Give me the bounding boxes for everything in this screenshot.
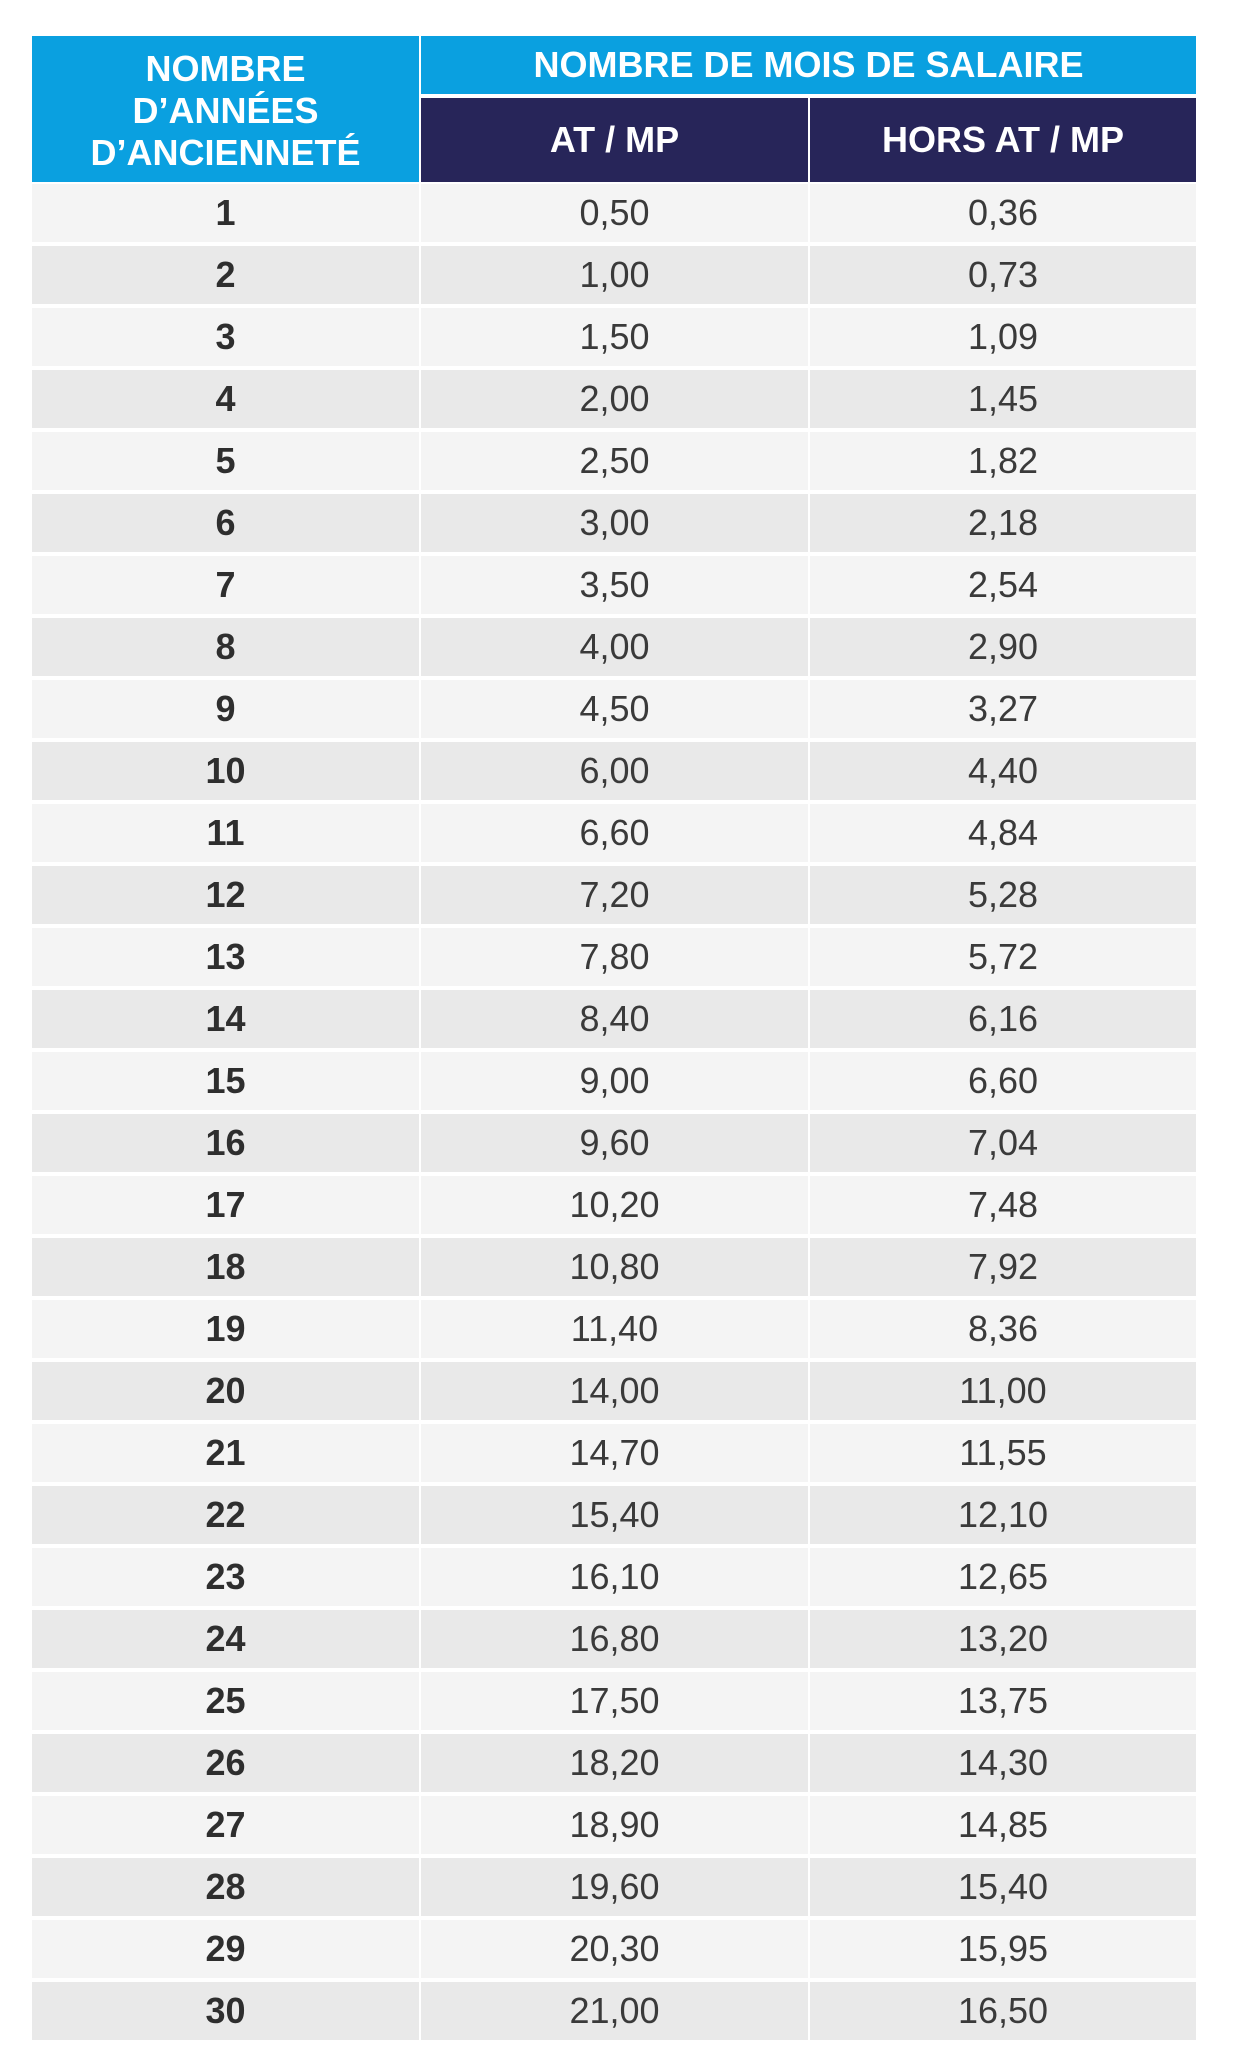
at-mp-cell: 20,30 xyxy=(421,1920,808,1978)
table-row xyxy=(32,556,1196,614)
at-mp-cell: 16,80 xyxy=(421,1610,808,1668)
table-row xyxy=(32,370,1196,428)
column-header-hors-at-mp: HORS AT / MP xyxy=(810,98,1196,182)
table-row xyxy=(32,432,1196,490)
years-cell: 18 xyxy=(32,1238,419,1296)
hors-at-mp-cell: 0,73 xyxy=(810,246,1196,304)
table-row xyxy=(32,742,1196,800)
hors-at-mp-cell: 3,27 xyxy=(810,680,1196,738)
at-mp-cell: 11,40 xyxy=(421,1300,808,1358)
table-row xyxy=(32,1238,1196,1296)
table-row xyxy=(32,1548,1196,1606)
table-row xyxy=(32,1176,1196,1234)
table-row xyxy=(32,618,1196,676)
hors-at-mp-cell: 6,16 xyxy=(810,990,1196,1048)
at-mp-cell: 7,80 xyxy=(421,928,808,986)
hors-at-mp-cell: 1,45 xyxy=(810,370,1196,428)
hors-at-mp-cell: 14,30 xyxy=(810,1734,1196,1792)
table-row xyxy=(32,1920,1196,1978)
table-row xyxy=(32,1734,1196,1792)
years-cell: 28 xyxy=(32,1858,419,1916)
hors-at-mp-cell: 15,95 xyxy=(810,1920,1196,1978)
hors-at-mp-cell: 7,92 xyxy=(810,1238,1196,1296)
at-mp-cell: 17,50 xyxy=(421,1672,808,1730)
table-row xyxy=(32,184,1196,242)
years-cell: 8 xyxy=(32,618,419,676)
hors-at-mp-cell: 6,60 xyxy=(810,1052,1196,1110)
years-cell: 10 xyxy=(32,742,419,800)
at-mp-cell: 7,20 xyxy=(421,866,808,924)
hors-at-mp-cell: 4,40 xyxy=(810,742,1196,800)
hors-at-mp-cell: 1,82 xyxy=(810,432,1196,490)
hors-at-mp-cell: 0,36 xyxy=(810,184,1196,242)
table-row xyxy=(32,1610,1196,1668)
at-mp-cell: 9,00 xyxy=(421,1052,808,1110)
table-row xyxy=(32,1672,1196,1730)
years-cell: 27 xyxy=(32,1796,419,1854)
table-row xyxy=(32,804,1196,862)
at-mp-cell: 1,50 xyxy=(421,308,808,366)
table-row xyxy=(32,990,1196,1048)
years-cell: 30 xyxy=(32,1982,419,2040)
years-cell: 20 xyxy=(32,1362,419,1420)
table-row xyxy=(32,1982,1196,2040)
at-mp-cell: 10,20 xyxy=(421,1176,808,1234)
table-body xyxy=(32,184,1196,2044)
years-cell: 12 xyxy=(32,866,419,924)
at-mp-cell: 2,50 xyxy=(421,432,808,490)
hors-at-mp-cell: 13,20 xyxy=(810,1610,1196,1668)
years-cell: 11 xyxy=(32,804,419,862)
table-row xyxy=(32,246,1196,304)
hors-at-mp-cell: 8,36 xyxy=(810,1300,1196,1358)
at-mp-cell: 6,60 xyxy=(421,804,808,862)
at-mp-cell: 8,40 xyxy=(421,990,808,1048)
years-cell: 19 xyxy=(32,1300,419,1358)
hors-at-mp-cell: 5,72 xyxy=(810,928,1196,986)
at-mp-cell: 4,50 xyxy=(421,680,808,738)
hors-at-mp-cell: 1,09 xyxy=(810,308,1196,366)
table-row xyxy=(32,866,1196,924)
at-mp-cell: 0,50 xyxy=(421,184,808,242)
at-mp-cell: 14,70 xyxy=(421,1424,808,1482)
at-mp-cell: 2,00 xyxy=(421,370,808,428)
hors-at-mp-cell: 2,54 xyxy=(810,556,1196,614)
table-row xyxy=(32,1362,1196,1420)
hors-at-mp-cell: 5,28 xyxy=(810,866,1196,924)
table-row xyxy=(32,1486,1196,1544)
at-mp-cell: 10,80 xyxy=(421,1238,808,1296)
hors-at-mp-cell: 7,48 xyxy=(810,1176,1196,1234)
at-mp-cell: 15,40 xyxy=(421,1486,808,1544)
hors-at-mp-cell: 13,75 xyxy=(810,1672,1196,1730)
at-mp-cell: 16,10 xyxy=(421,1548,808,1606)
years-cell: 6 xyxy=(32,494,419,552)
at-mp-cell: 9,60 xyxy=(421,1114,808,1172)
years-cell: 25 xyxy=(32,1672,419,1730)
years-cell: 5 xyxy=(32,432,419,490)
years-cell: 3 xyxy=(32,308,419,366)
years-cell: 16 xyxy=(32,1114,419,1172)
years-cell: 9 xyxy=(32,680,419,738)
hors-at-mp-cell: 11,55 xyxy=(810,1424,1196,1482)
years-cell: 13 xyxy=(32,928,419,986)
hors-at-mp-cell: 12,65 xyxy=(810,1548,1196,1606)
at-mp-cell: 6,00 xyxy=(421,742,808,800)
hors-at-mp-cell: 4,84 xyxy=(810,804,1196,862)
at-mp-cell: 19,60 xyxy=(421,1858,808,1916)
at-mp-cell: 14,00 xyxy=(421,1362,808,1420)
hors-at-mp-cell: 16,50 xyxy=(810,1982,1196,2040)
at-mp-cell: 4,00 xyxy=(421,618,808,676)
hors-at-mp-cell: 2,90 xyxy=(810,618,1196,676)
years-cell: 26 xyxy=(32,1734,419,1792)
column-header-at-mp: AT / MP xyxy=(421,98,808,182)
years-cell: 4 xyxy=(32,370,419,428)
hors-at-mp-cell: 12,10 xyxy=(810,1486,1196,1544)
table-header xyxy=(32,36,1196,182)
years-cell: 24 xyxy=(32,1610,419,1668)
table-row xyxy=(32,928,1196,986)
years-cell: 21 xyxy=(32,1424,419,1482)
at-mp-cell: 21,00 xyxy=(421,1982,808,2040)
years-cell: 22 xyxy=(32,1486,419,1544)
at-mp-cell: 1,00 xyxy=(421,246,808,304)
hors-at-mp-cell: 14,85 xyxy=(810,1796,1196,1854)
table-row xyxy=(32,680,1196,738)
years-cell: 1 xyxy=(32,184,419,242)
hors-at-mp-cell: 7,04 xyxy=(810,1114,1196,1172)
table-row xyxy=(32,1424,1196,1482)
table-row xyxy=(32,308,1196,366)
at-mp-cell: 18,20 xyxy=(421,1734,808,1792)
years-cell: 7 xyxy=(32,556,419,614)
at-mp-cell: 18,90 xyxy=(421,1796,808,1854)
table-row xyxy=(32,1858,1196,1916)
years-cell: 17 xyxy=(32,1176,419,1234)
column-group-header-months: NOMBRE DE MOIS DE SALAIRE xyxy=(421,36,1196,94)
years-cell: 14 xyxy=(32,990,419,1048)
table-row xyxy=(32,1114,1196,1172)
column-header-years: NOMBRE D’ANNÉES D’ANCIENNETÉ xyxy=(32,36,419,182)
hors-at-mp-cell: 15,40 xyxy=(810,1858,1196,1916)
years-cell: 15 xyxy=(32,1052,419,1110)
table-row xyxy=(32,494,1196,552)
years-cell: 29 xyxy=(32,1920,419,1978)
hors-at-mp-cell: 11,00 xyxy=(810,1362,1196,1420)
at-mp-cell: 3,00 xyxy=(421,494,808,552)
table-row xyxy=(32,1052,1196,1110)
years-cell: 2 xyxy=(32,246,419,304)
table-row xyxy=(32,1300,1196,1358)
table-row xyxy=(32,1796,1196,1854)
at-mp-cell: 3,50 xyxy=(421,556,808,614)
years-cell: 23 xyxy=(32,1548,419,1606)
hors-at-mp-cell: 2,18 xyxy=(810,494,1196,552)
